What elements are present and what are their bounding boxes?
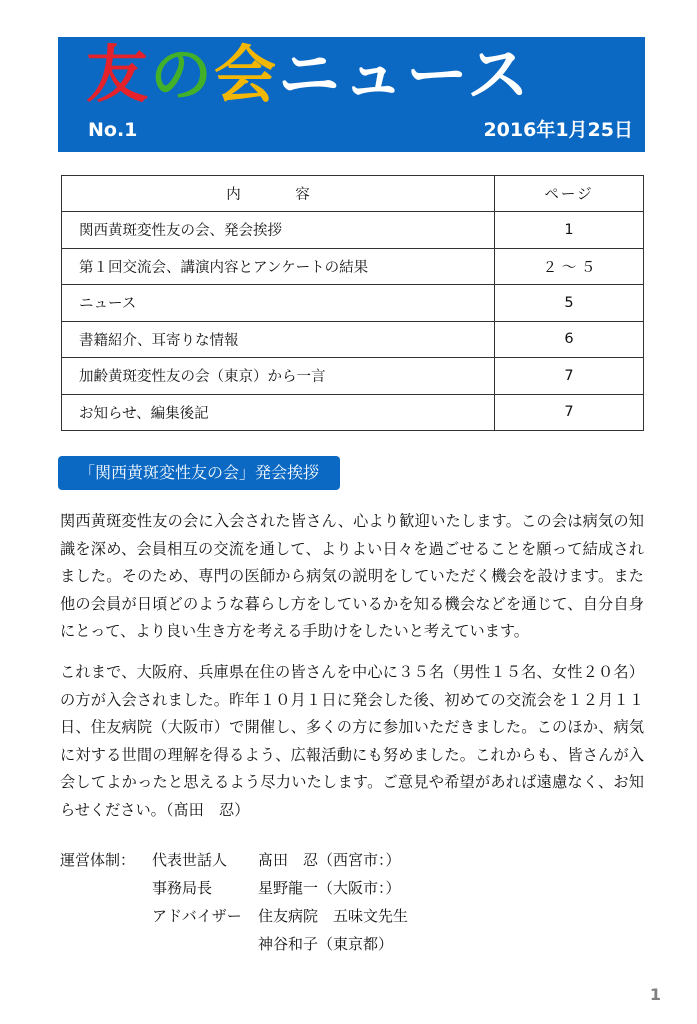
table-row — [62, 285, 644, 322]
staff-role: 事務局長 — [152, 879, 213, 897]
contents-page: 1 — [495, 212, 644, 249]
contents-header-row — [62, 176, 644, 212]
issue-number: No.1 — [88, 119, 138, 141]
contents-title: 第１回交流会、講演内容とアンケートの結果 — [62, 248, 495, 285]
contents-title: 加齢黄斑変性友の会（東京）から一言 — [62, 358, 495, 395]
newsletter-title — [86, 40, 531, 110]
table-row — [62, 321, 644, 358]
staff-role: 代表世話人 — [152, 851, 228, 869]
staff-label: 運営体制： — [60, 851, 136, 869]
staff-name: 住友病院 五味文先生 — [258, 907, 409, 925]
greeting-paragraph-2: これまで、大阪府、兵庫県在住の皆さんを中心に３５名（男性１５名、女性２０名）の方が入会されました。昨年１０月１日に発会した後、初めての交流会を１２月１１日、住友病院（大阪市）で開催し、多くの方に参加いただきました。このほか、病気に対する世間の理解を得るよう、広報活動にも努めました。これからも、皆さんが入会してよかったと思えるよう尽力いたします。ご意見や希望があれば遠慮なく、お知らせください。（髙田 忍） — [60, 663, 645, 819]
contents-header: 内 容 — [62, 176, 495, 212]
title-part-tomo: 友 — [86, 38, 151, 111]
title-part-no: の — [150, 38, 215, 111]
contents-table — [61, 175, 644, 431]
table-row — [62, 358, 644, 395]
contents-title: ニュース — [62, 285, 495, 322]
contents-page: 6 — [495, 321, 644, 358]
contents-page: 7 — [495, 358, 644, 395]
contents-title: 書籍紹介、耳寄りな情報 — [62, 321, 495, 358]
contents-title: 関西黄斑変性友の会、発会挨拶 — [62, 212, 495, 249]
staff-name: 髙田 忍（西宮市：） — [258, 851, 401, 869]
greeting-paragraph-1: 関西黄斑変性友の会に入会された皆さん、心より歓迎いたします。この会は病気の知識を深め、会員相互の交流を通して、よりよい日々を過ごせることを願って結成されました。そのため、専門の医師から病気の説明をしていただく機会を設けます。また他の会員が日頃どのような暮らし方をしているかを知る機会などを通じて、自分自身にとって、より良い生き方を考える手助けをしたいと考えています。 — [60, 512, 644, 641]
contents-page: 5 — [495, 285, 644, 322]
contents-page: ２ ～ ５ — [495, 248, 644, 285]
staff-role: アドバイザー — [152, 907, 242, 925]
contents-title: お知らせ、編集後記 — [62, 394, 495, 431]
table-row — [62, 248, 644, 285]
section-heading: 「関西黄斑変性友の会」発会挨拶 — [58, 456, 340, 490]
page-header: ページ — [495, 176, 644, 212]
table-row — [62, 212, 644, 249]
staff-name: 星野龍一（大阪市：） — [258, 879, 401, 897]
staff-name: 神谷和子（東京都） — [258, 935, 394, 953]
table-row — [62, 394, 644, 431]
title-part-news: ニュース — [278, 38, 531, 111]
page-number: 1 — [649, 985, 661, 1004]
contents-page: 7 — [495, 394, 644, 431]
title-part-kai: 会 — [214, 38, 279, 111]
issue-date: 2016年1月25日 — [483, 119, 633, 141]
